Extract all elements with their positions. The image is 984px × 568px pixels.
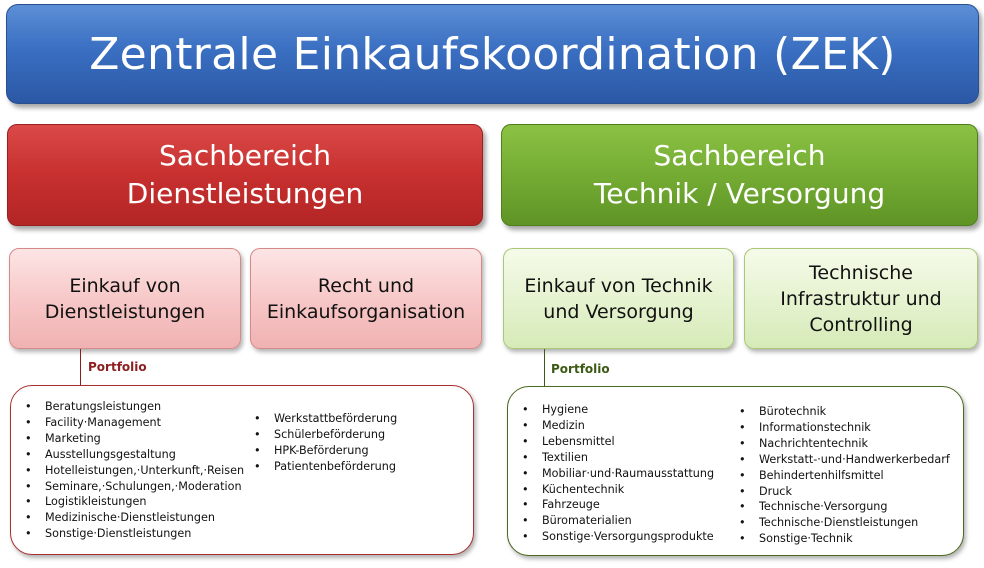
list-item: • Marketing bbox=[25, 431, 244, 447]
unit-einkauf-technik-versorgung bbox=[503, 248, 734, 349]
department-technik-versorgung bbox=[501, 124, 978, 226]
portfolio-list-dienstleistungen-col1 bbox=[25, 399, 244, 542]
portfolio-label-dienstleistungen: Portfolio bbox=[88, 360, 147, 374]
list-item: • Nachrichtentechnik bbox=[739, 436, 950, 452]
list-item: • Küchentechnik bbox=[522, 482, 714, 498]
department-dienstleistungen-line1: Sachbereich bbox=[158, 139, 332, 172]
unit-technische-infrastruktur-controlling bbox=[744, 248, 978, 349]
list-item: • Patientenbeförderung bbox=[254, 459, 397, 475]
list-item: • Hygiene bbox=[522, 402, 714, 418]
portfolio-connector-red bbox=[80, 349, 81, 385]
list-item: • Technische·Versorgung bbox=[739, 499, 950, 515]
list-item: • Mobiliar·und·Raumausstattung bbox=[522, 466, 714, 482]
list-item: • Medizinische·Dienstleistungen bbox=[25, 510, 244, 526]
unit-label-line: Einkauf von bbox=[69, 274, 181, 297]
list-item: • Behindertenhilfsmittel bbox=[739, 468, 950, 484]
unit-label-line: Recht und bbox=[317, 274, 415, 297]
list-item: • Informationstechnik bbox=[739, 420, 950, 436]
list-item: • Fahrzeuge bbox=[522, 497, 714, 513]
unit-label-line: Technische bbox=[809, 261, 913, 284]
list-item: • Büromaterialien bbox=[522, 513, 714, 529]
portfolio-list-technik-col1 bbox=[522, 402, 714, 545]
list-item: • Schülerbeförderung bbox=[254, 427, 397, 443]
unit-label-line: Infrastruktur und bbox=[780, 287, 942, 310]
portfolio-box-technik bbox=[507, 386, 964, 556]
list-item: • Werkstatt-·und·Handwerkerbedarf bbox=[739, 452, 950, 468]
list-item: • Sonstige·Technik bbox=[739, 531, 950, 547]
list-item: • Textilien bbox=[522, 450, 714, 466]
list-item: • Druck bbox=[739, 484, 950, 500]
list-item: • Hotelleistungen,·Unterkunft,·Reisen bbox=[25, 463, 244, 479]
unit-label-line: Einkauf von Technik bbox=[524, 274, 713, 297]
department-dienstleistungen-line2: Dienstleistungen bbox=[126, 177, 364, 210]
list-item: • Werkstattbeförderung bbox=[254, 411, 397, 427]
portfolio-connector-green bbox=[544, 349, 545, 387]
unit-label-line: Einkaufsorganisation bbox=[266, 300, 466, 323]
unit-label-line: Dienstleistungen bbox=[44, 300, 206, 323]
org-title-bar bbox=[6, 4, 979, 104]
unit-label-line: und Versorgung bbox=[543, 300, 694, 323]
list-item: • Sonstige·Versorgungsprodukte bbox=[522, 529, 714, 545]
department-dienstleistungen bbox=[7, 124, 483, 226]
list-item: • Beratungsleistungen bbox=[25, 399, 244, 415]
portfolio-list-dienstleistungen-col2 bbox=[254, 411, 397, 475]
list-item: • Seminare,·Schulungen,·Moderation bbox=[25, 479, 244, 495]
list-item: • Bürotechnik bbox=[739, 404, 950, 420]
list-item: • Medizin bbox=[522, 418, 714, 434]
portfolio-list-technik-col2 bbox=[739, 404, 950, 547]
portfolio-box-dienstleistungen bbox=[10, 385, 474, 555]
list-item: • Logistikleistungen bbox=[25, 494, 244, 510]
list-item: • Technische·Dienstleistungen bbox=[739, 515, 950, 531]
list-item: • Lebensmittel bbox=[522, 434, 714, 450]
unit-einkauf-dienstleistungen bbox=[9, 248, 241, 349]
portfolio-label-technik: Portfolio bbox=[551, 362, 610, 376]
unit-recht-einkaufsorganisation bbox=[250, 248, 482, 349]
list-item: • Facility·Management bbox=[25, 415, 244, 431]
list-item: • Ausstellungsgestaltung bbox=[25, 447, 244, 463]
list-item: • HPK-Beförderung bbox=[254, 443, 397, 459]
org-title: Zentrale Einkaufskoordination (ZEK) bbox=[89, 28, 896, 80]
department-technik-line1: Sachbereich bbox=[653, 139, 826, 172]
department-technik-line2: Technik / Versorgung bbox=[593, 177, 886, 210]
list-item: • Sonstige·Dienstleistungen bbox=[25, 526, 244, 542]
unit-label-line: Controlling bbox=[809, 313, 913, 336]
